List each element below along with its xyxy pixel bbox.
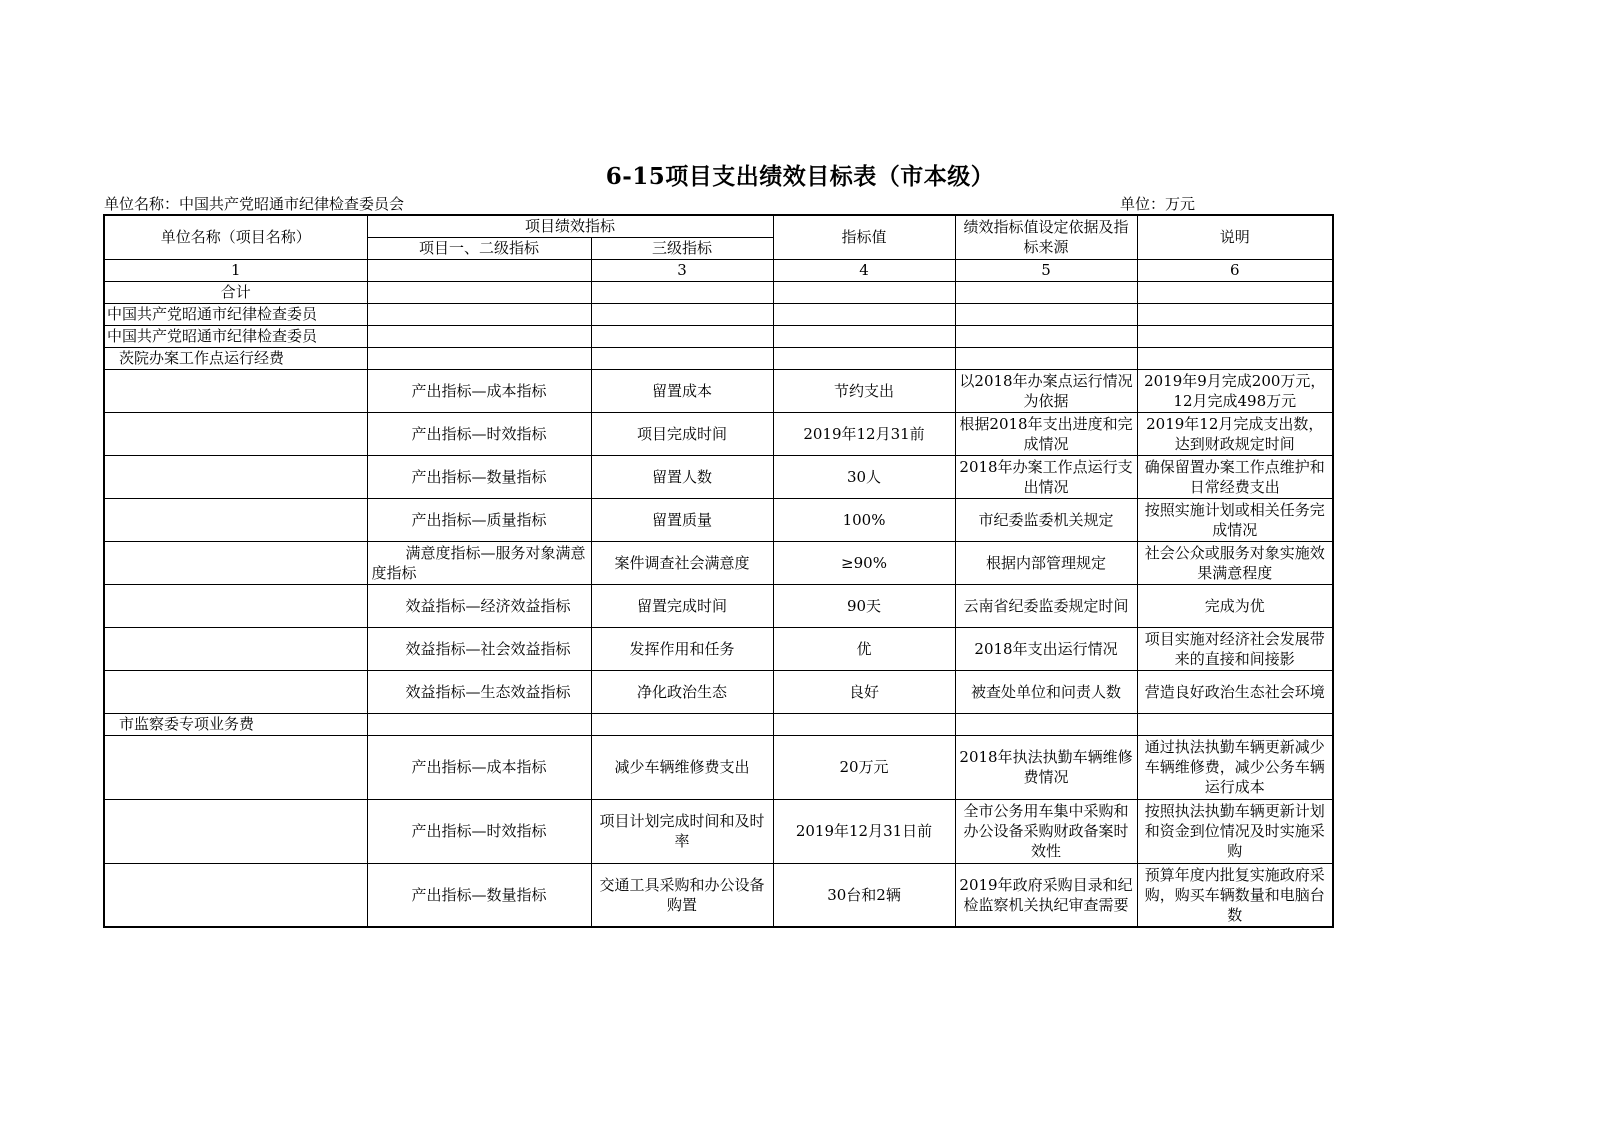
indicator-note: 项目实施对经济社会发展带来的直接和间接影: [1137, 627, 1333, 670]
empty-cell: [104, 412, 367, 455]
level2-indicator: 产出指标—时效指标: [367, 412, 591, 455]
level3-indicator: 案件调查社会满意度: [591, 541, 773, 584]
empty-cell: [773, 713, 955, 735]
indicator-row: [104, 498, 1333, 541]
unit-name-cell: 中国共产党昭通市纪律检查委员: [104, 303, 367, 325]
col-number-4: 4: [773, 259, 955, 281]
indicator-basis: 市纪委监委机关规定: [955, 498, 1137, 541]
empty-cell: [367, 713, 591, 735]
empty-cell: [104, 627, 367, 670]
level2-indicator: 效益指标—经济效益指标: [367, 584, 591, 627]
indicator-value: 节约支出: [773, 369, 955, 412]
indicator-basis: 2018年办案工作点运行支出情况: [955, 455, 1137, 498]
level3-indicator: 留置完成时间: [591, 584, 773, 627]
indicator-value: 2019年12月31前: [773, 412, 955, 455]
total-label: 合计: [104, 281, 367, 303]
indicator-basis: 2019年政府采购目录和纪检监察机关执纪审查需要: [955, 863, 1137, 927]
empty-cell: [591, 713, 773, 735]
indicator-basis: 根据内部管理规定: [955, 541, 1137, 584]
col-number-3: 3: [591, 259, 773, 281]
level3-indicator: 减少车辆维修费支出: [591, 735, 773, 799]
indicator-note: 确保留置办案工作点维护和日常经费支出: [1137, 455, 1333, 498]
indicator-note: 按照执法执勤车辆更新计划和资金到位情况及时实施采购: [1137, 799, 1333, 863]
empty-cell: [104, 863, 367, 927]
header-row-1: [104, 215, 1333, 237]
empty-cell: [367, 347, 591, 369]
level3-indicator: 留置质量: [591, 498, 773, 541]
indicator-note: 按照实施计划或相关任务完成情况: [1137, 498, 1333, 541]
empty-cell: [955, 713, 1137, 735]
indicator-basis: 云南省纪委监委规定时间: [955, 584, 1137, 627]
empty-cell: [104, 584, 367, 627]
empty-cell: [367, 325, 591, 347]
summary-row: [104, 303, 1333, 325]
level3-indicator: 项目完成时间: [591, 412, 773, 455]
level2-indicator: 满意度指标—服务对象满意度指标: [367, 541, 591, 584]
empty-cell: [1137, 713, 1333, 735]
empty-cell: [1137, 281, 1333, 303]
empty-cell: [104, 541, 367, 584]
indicator-row: [104, 799, 1333, 863]
empty-cell: [104, 735, 367, 799]
performance-target-table: [103, 214, 1334, 928]
unit-name-cell: 中国共产党昭通市纪律检查委员: [104, 325, 367, 347]
indicator-note: 2019年9月完成200万元，12月完成498万元: [1137, 369, 1333, 412]
empty-cell: [955, 325, 1137, 347]
indicator-row: [104, 627, 1333, 670]
indicator-value: 优: [773, 627, 955, 670]
currency-unit-label: 单位：万元: [1120, 195, 1196, 213]
indicator-row: [104, 584, 1333, 627]
header-note: 说明: [1137, 215, 1333, 259]
empty-cell: [591, 303, 773, 325]
empty-cell: [591, 281, 773, 303]
empty-cell: [773, 347, 955, 369]
project-name-row: [104, 347, 1333, 369]
project-name: 茨院办案工作点运行经费: [104, 347, 367, 369]
indicator-value: 90天: [773, 584, 955, 627]
empty-cell: [955, 303, 1137, 325]
level3-indicator: 发挥作用和任务: [591, 627, 773, 670]
indicator-row: [104, 455, 1333, 498]
indicator-basis: 以2018年办案点运行情况为依据: [955, 369, 1137, 412]
indicator-value: 良好: [773, 670, 955, 713]
indicator-basis: 全市公务用车集中采购和办公设备采购财政备案时效性: [955, 799, 1137, 863]
level2-indicator: 产出指标—成本指标: [367, 369, 591, 412]
unit-name-label: 单位名称：中国共产党昭通市纪律检查委员会: [104, 195, 405, 213]
level3-indicator: 留置人数: [591, 455, 773, 498]
header-unit-name: 单位名称（项目名称）: [104, 215, 367, 259]
empty-cell: [591, 347, 773, 369]
empty-cell: [591, 325, 773, 347]
level2-indicator: 产出指标—时效指标: [367, 799, 591, 863]
header-basis: 绩效指标值设定依据及指标来源: [955, 215, 1137, 259]
indicator-row: [104, 369, 1333, 412]
level3-indicator: 项目计划完成时间和及时率: [591, 799, 773, 863]
indicator-basis: 被查处单位和问责人数: [955, 670, 1137, 713]
indicator-value: 100%: [773, 498, 955, 541]
empty-cell: [1137, 347, 1333, 369]
indicator-note: 预算年度内批复实施政府采购，购买车辆数量和电脑台数: [1137, 863, 1333, 927]
empty-cell: [367, 303, 591, 325]
level2-indicator: 产出指标—数量指标: [367, 863, 591, 927]
indicator-basis: 2018年支出运行情况: [955, 627, 1137, 670]
indicator-value: ≥90%: [773, 541, 955, 584]
empty-cell: [104, 799, 367, 863]
indicator-value: 30台和2辆: [773, 863, 955, 927]
indicator-value: 30人: [773, 455, 955, 498]
summary-row: [104, 281, 1333, 303]
header-level2: 项目一、二级指标: [367, 237, 591, 259]
project-name-row: [104, 713, 1333, 735]
empty-cell: [1137, 325, 1333, 347]
header-level3: 三级指标: [591, 237, 773, 259]
empty-cell: [367, 281, 591, 303]
header-indicator-group: 项目绩效指标: [367, 215, 773, 237]
indicator-row: [104, 670, 1333, 713]
header-indicator-value: 指标值: [773, 215, 955, 259]
project-name: 市监察委专项业务费: [104, 713, 367, 735]
empty-cell: [955, 281, 1137, 303]
indicator-value: 2019年12月31日前: [773, 799, 955, 863]
empty-cell: [773, 325, 955, 347]
level2-indicator: 效益指标—社会效益指标: [367, 627, 591, 670]
indicator-note: 通过执法执勤车辆更新减少车辆维修费，减少公务车辆运行成本: [1137, 735, 1333, 799]
indicator-note: 营造良好政治生态社会环境: [1137, 670, 1333, 713]
level2-indicator: 产出指标—数量指标: [367, 455, 591, 498]
col-number-6: 6: [1137, 259, 1333, 281]
indicator-row: [104, 863, 1333, 927]
indicator-value: 20万元: [773, 735, 955, 799]
col-number-2: [367, 259, 591, 281]
summary-row: [104, 325, 1333, 347]
indicator-note: 社会公众或服务对象实施效果满意程度: [1137, 541, 1333, 584]
level3-indicator: 交通工具采购和办公设备购置: [591, 863, 773, 927]
empty-cell: [104, 455, 367, 498]
indicator-row: [104, 541, 1333, 584]
empty-cell: [955, 347, 1137, 369]
empty-cell: [1137, 303, 1333, 325]
level3-indicator: 净化政治生态: [591, 670, 773, 713]
column-number-row: [104, 259, 1333, 281]
indicator-basis: 2018年执法执勤车辆维修费情况: [955, 735, 1137, 799]
empty-cell: [104, 369, 367, 412]
empty-cell: [773, 281, 955, 303]
empty-cell: [773, 303, 955, 325]
empty-cell: [104, 670, 367, 713]
indicator-row: [104, 735, 1333, 799]
page-title: 6-15项目支出绩效目标表（市本级）: [605, 163, 995, 190]
level2-indicator: 产出指标—成本指标: [367, 735, 591, 799]
indicator-row: [104, 412, 1333, 455]
empty-cell: [104, 498, 367, 541]
col-number-1: 1: [104, 259, 367, 281]
indicator-note: 完成为优: [1137, 584, 1333, 627]
level2-indicator: 产出指标—质量指标: [367, 498, 591, 541]
indicator-note: 2019年12月完成支出数，达到财政规定时间: [1137, 412, 1333, 455]
level3-indicator: 留置成本: [591, 369, 773, 412]
col-number-5: 5: [955, 259, 1137, 281]
indicator-basis: 根据2018年支出进度和完成情况: [955, 412, 1137, 455]
level2-indicator: 效益指标—生态效益指标: [367, 670, 591, 713]
